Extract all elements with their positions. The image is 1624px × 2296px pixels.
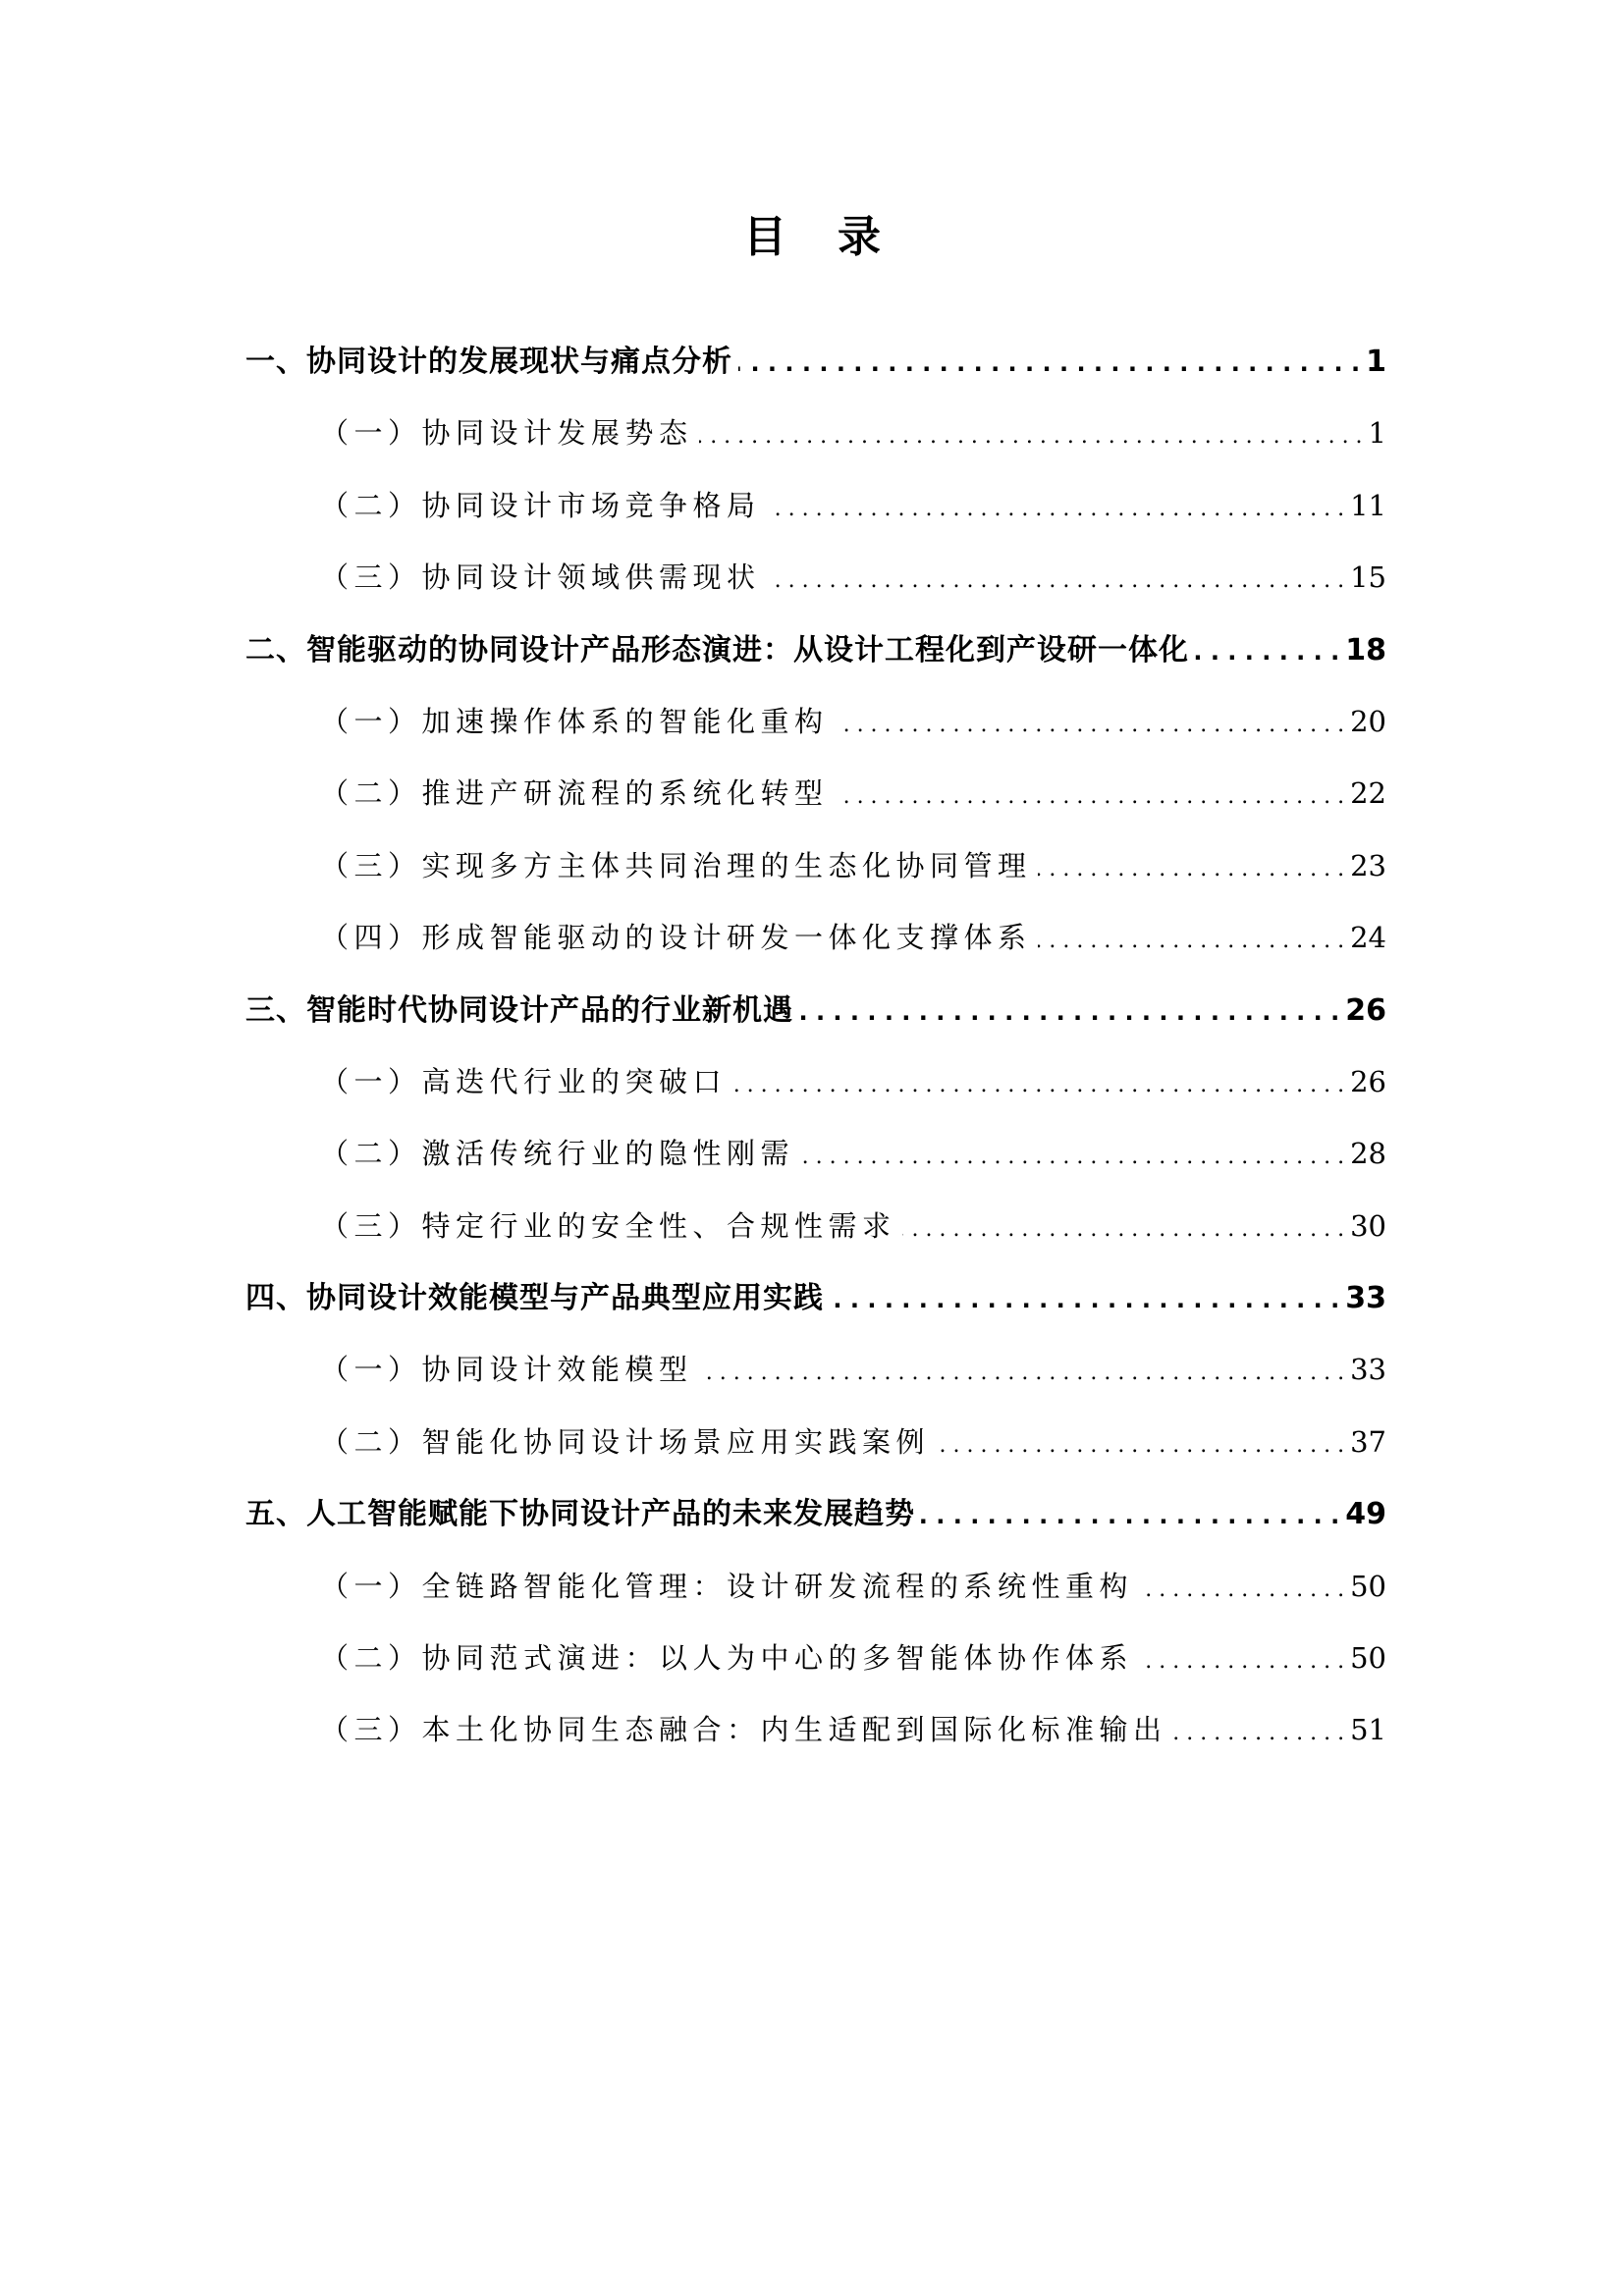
toc-page-number: 28 xyxy=(1350,1137,1386,1171)
toc-entry-title: （三）协同设计领域供需现状 xyxy=(320,561,761,595)
toc-page-number: 33 xyxy=(1345,1281,1386,1316)
toc-section-entry[interactable] xyxy=(245,1191,1386,1262)
toc-section-entry[interactable] xyxy=(245,1334,1386,1406)
toc-entry-title: 一、协同设计的发展现状与痛点分析 xyxy=(245,345,732,379)
toc-chapter-entry[interactable] xyxy=(245,1262,1386,1334)
toc-entry-title: （一）协同设计效能模型 xyxy=(320,1353,693,1387)
table-of-contents xyxy=(245,326,1386,1767)
toc-page-number: 20 xyxy=(1350,704,1386,738)
toc-dot-leader xyxy=(767,542,1345,614)
toc-entry-title: 五、人工智能赋能下协同设计产品的未来发展趋势 xyxy=(245,1497,915,1532)
toc-entry-title: （四）形成智能驱动的设计研发一体化支撑体系 xyxy=(320,921,1032,955)
toc-page-number: 50 xyxy=(1350,1641,1386,1676)
toc-section-entry[interactable] xyxy=(245,470,1386,542)
toc-page-number: 26 xyxy=(1345,992,1386,1028)
toc-page-number: 37 xyxy=(1350,1424,1386,1459)
toc-page-number: 51 xyxy=(1350,1713,1386,1747)
toc-section-entry[interactable] xyxy=(245,1694,1386,1766)
toc-entry-title: （三）本土化协同生态融合：内生适配到国际化标准输出 xyxy=(320,1713,1167,1747)
toc-dot-leader xyxy=(830,1262,1339,1334)
toc-entry-title: 二、智能驱动的协同设计产品形态演进：从设计工程化到产设研一体化 xyxy=(245,632,1189,667)
toc-entry-title: 三、智能时代协同设计产品的行业新机遇 xyxy=(245,992,793,1028)
toc-dot-leader xyxy=(1173,1694,1345,1766)
toc-page-number: 50 xyxy=(1350,1569,1386,1603)
toc-entry-title: （三）特定行业的安全性、合规性需求 xyxy=(320,1208,896,1243)
toc-page-number: 33 xyxy=(1350,1353,1386,1387)
toc-entry-title: （二）智能化协同设计场景应用实践案例 xyxy=(320,1424,931,1459)
toc-page-number: 30 xyxy=(1350,1208,1386,1243)
toc-entry-title: （一）加速操作体系的智能化重构 xyxy=(320,704,829,738)
toc-entry-title: （二）协同范式演进：以人为中心的多智能体协作体系 xyxy=(320,1641,1134,1676)
toc-page-number: 15 xyxy=(1350,561,1386,595)
toc-page-number: 18 xyxy=(1345,632,1386,667)
toc-entry-title: （一）全链路智能化管理：设计研发流程的系统性重构 xyxy=(320,1569,1134,1603)
toc-entry-title: （三）实现多方主体共同治理的生态化协同管理 xyxy=(320,848,1032,882)
toc-dot-leader xyxy=(799,975,1339,1046)
toc-page-number: 1 xyxy=(1366,345,1386,379)
page-title: 目录 xyxy=(743,212,932,262)
toc-dot-leader xyxy=(936,1407,1344,1478)
toc-chapter-entry[interactable] xyxy=(245,975,1386,1046)
toc-dot-leader xyxy=(699,398,1363,469)
toc-dot-leader xyxy=(800,1118,1344,1190)
toc-dot-leader xyxy=(738,326,1360,398)
toc-dot-leader xyxy=(921,1478,1339,1550)
toc-dot-leader xyxy=(699,1334,1345,1406)
toc-dot-leader xyxy=(1195,614,1339,686)
toc-entry-title: （一）协同设计发展势态 xyxy=(320,416,693,451)
toc-chapter-entry[interactable] xyxy=(245,1478,1386,1550)
toc-section-entry[interactable] xyxy=(245,1407,1386,1478)
toc-section-entry[interactable] xyxy=(245,1551,1386,1623)
toc-entry-title: 四、协同设计效能模型与产品典型应用实践 xyxy=(245,1281,824,1316)
toc-entry-title: （一）高迭代行业的突破口 xyxy=(320,1064,728,1098)
toc-dot-leader xyxy=(1038,830,1345,902)
toc-page-number: 1 xyxy=(1368,416,1386,451)
toc-section-entry[interactable] xyxy=(245,1046,1386,1118)
toc-dot-leader xyxy=(1038,902,1345,974)
toc-section-entry[interactable] xyxy=(245,830,1386,902)
toc-chapter-entry[interactable] xyxy=(245,614,1386,686)
toc-page-number: 24 xyxy=(1350,921,1386,955)
toc-entry-title: （二）激活传统行业的隐性刚需 xyxy=(320,1137,795,1171)
toc-section-entry[interactable] xyxy=(245,902,1386,974)
toc-entry-title: （二）协同设计市场竞争格局 xyxy=(320,488,761,522)
toc-page-number: 26 xyxy=(1350,1064,1386,1098)
toc-chapter-entry[interactable] xyxy=(245,326,1386,398)
toc-dot-leader xyxy=(1139,1551,1344,1623)
toc-dot-leader xyxy=(835,686,1345,758)
toc-dot-leader xyxy=(732,1046,1344,1118)
toc-section-entry[interactable] xyxy=(245,398,1386,469)
toc-dot-leader xyxy=(902,1191,1345,1262)
toc-page-number: 23 xyxy=(1350,848,1386,882)
toc-dot-leader xyxy=(835,758,1345,829)
toc-page-number: 22 xyxy=(1350,776,1386,811)
toc-dot-leader xyxy=(767,470,1345,542)
toc-entry-title: （二）推进产研流程的系统化转型 xyxy=(320,776,829,811)
toc-section-entry[interactable] xyxy=(245,1623,1386,1694)
toc-page-number: 11 xyxy=(1350,488,1386,522)
toc-section-entry[interactable] xyxy=(245,542,1386,614)
toc-dot-leader xyxy=(1139,1623,1344,1694)
toc-section-entry[interactable] xyxy=(245,1118,1386,1190)
toc-page-number: 49 xyxy=(1345,1497,1386,1532)
toc-section-entry[interactable] xyxy=(245,686,1386,758)
toc-section-entry[interactable] xyxy=(245,758,1386,829)
